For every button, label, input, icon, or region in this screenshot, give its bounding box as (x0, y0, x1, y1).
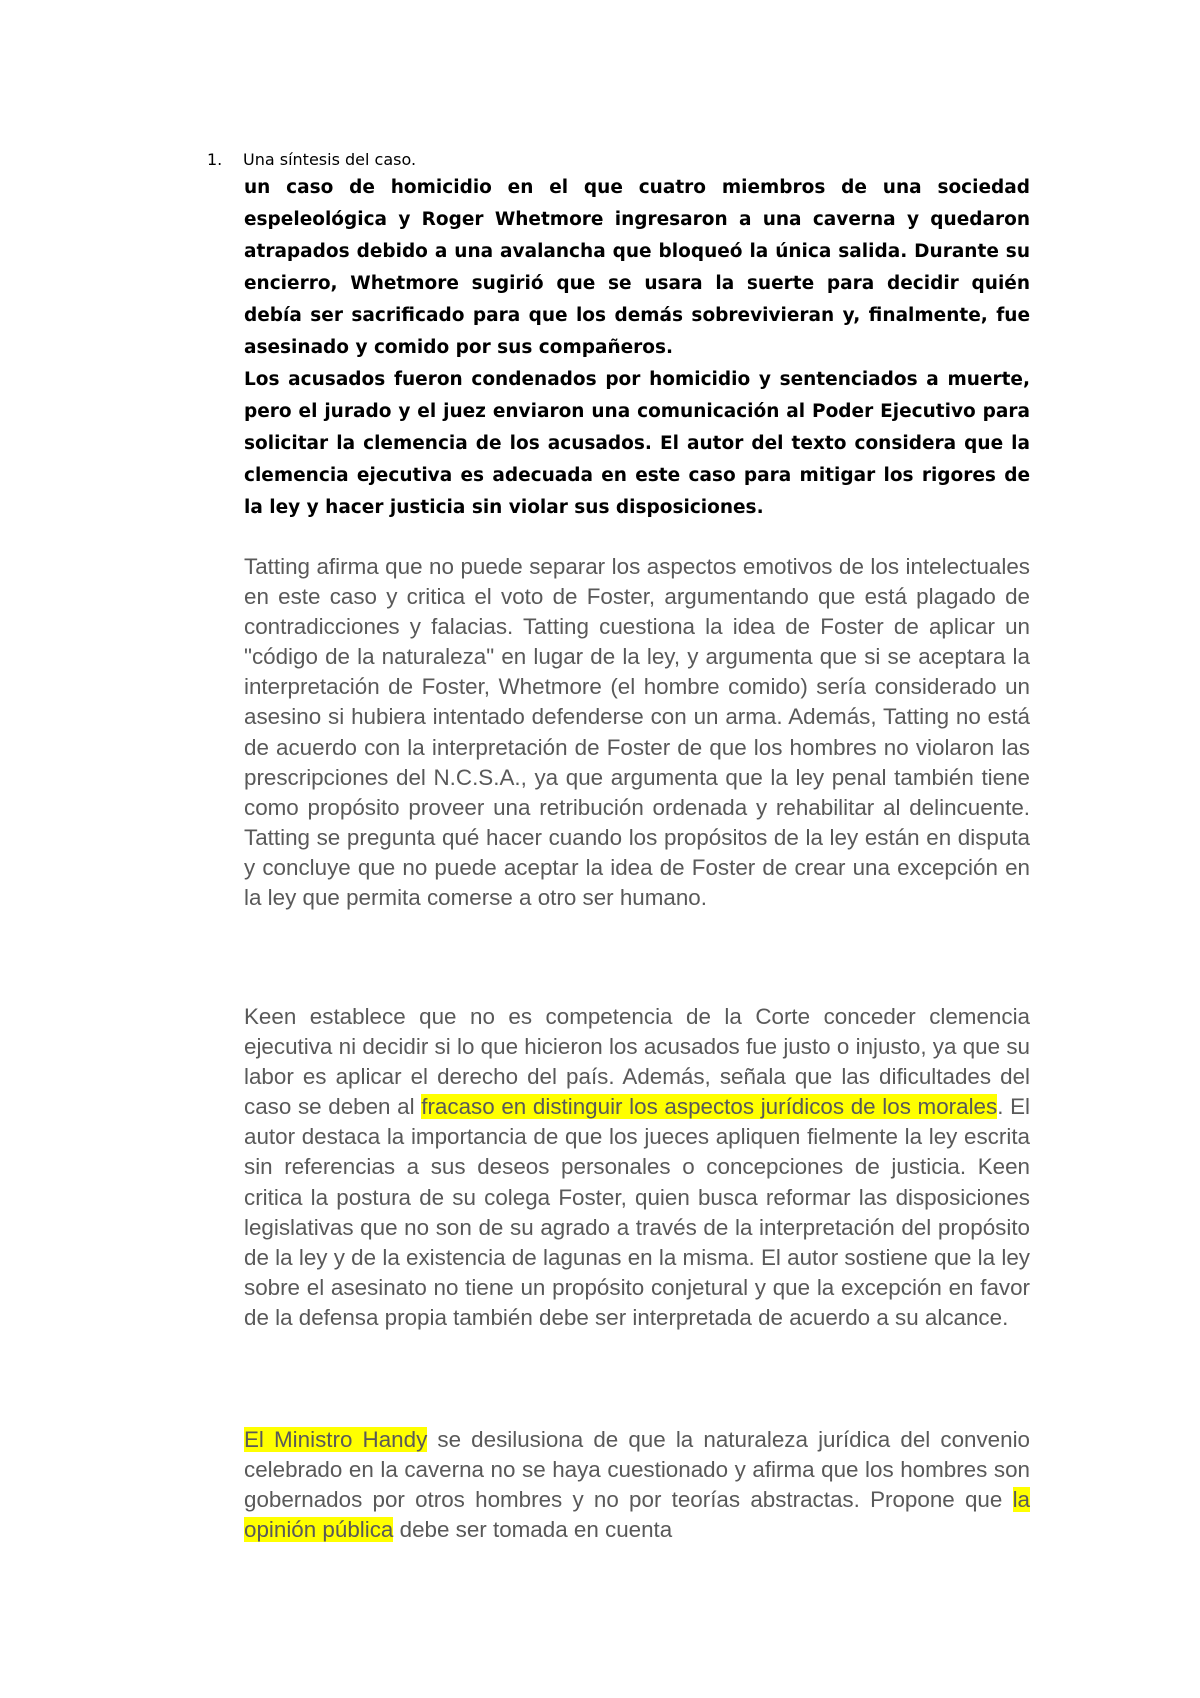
section-heading: Una síntesis del caso. (243, 150, 417, 169)
keen-paragraph (244, 1002, 1030, 1333)
keen-highlight: fracaso en distinguir los aspectos jurídicos de los morales (421, 1094, 998, 1120)
case-summary (244, 172, 1030, 524)
handy-text-middle: se desilusiona de que la naturaleza jurídica del convenio celebrado en la caverna no se haya cuestionado y afirma que los hombres son gobernados por otros hombres y no por teorías abstractas. Propone que (244, 1427, 1031, 1513)
handy-highlight-2: la opinión pública (244, 1487, 1030, 1543)
handy-text-after: debe ser tomada en cuenta (393, 1517, 673, 1543)
list-item-heading (207, 150, 1037, 169)
summary-paragraph-1: un caso de homicidio en el que cuatro miembros de una sociedad espeleológica y Roger Whetmore ingresaron a una caverna y quedaron atrapados debido a una avalancha que bloqueó la única salida. Durante su encierro, Whetmore sugirió que se usara la suerte para decidir quién debía ser sacrificado para que los demás sobrevivieran y, finalmente, fue asesinado y comido por sus compañeros. (244, 177, 1030, 358)
keen-text-after: . El autor destaca la importancia de que los jueces apliquen fielmente la ley escrita sin referencias a sus deseos personales o concepciones de justicia. Keen critica la postura de su colega Foster, quien busca reformar las disposiciones legislativas que no son de su agrado a través de la interpretación del propósito de la ley y de la existencia de lagunas en la misma. El autor sostiene que la ley sobre el asesinato no tiene un propósito conjetural y que la excepción en favor de la defensa propia también debe ser interpretada de acuerdo a su alcance. (244, 1094, 1030, 1330)
handy-highlight-1: El Ministro Handy (244, 1427, 428, 1452)
keen-text-before: Keen establece que no es competencia de la Corte conceder clemencia ejecutiva ni decidir si lo que hicieron los acusados fue justo o injusto, ya que su labor es aplicar el derecho del país. Además, señala que las dificultades del caso se deben al (244, 1004, 1030, 1120)
tatting-paragraph: Tatting afirma que no puede separar los aspectos emotivos de los intelectuales en este caso y critica el voto de Foster, argumentando que está plagado de contradicciones y falacias. Tatting cuestiona la idea de Foster de aplicar un "código de la naturaleza" en lugar de la ley, y argumenta que si se aceptara la interpretación de Foster, Whetmore (el hombre comido) sería considerado un asesino si hubiera intentado defenderse con un arma. Además, Tatting no está de acuerdo con la interpretación de Foster de que los hombres no violaron las prescripciones del N.C.S.A., ya que argumenta que la ley penal también tiene como propósito proveer una retribución ordenada y rehabilitar al delincuente. Tatting se pregunta qué hacer cuando los propósitos de la ley están en disputa y concluye que no puede aceptar la idea de Foster de crear una excepción en la ley que permita comerse a otro ser humano. (244, 554, 1030, 911)
list-number: 1. (207, 150, 223, 169)
summary-paragraph-2: Los acusados fueron condenados por homicidio y sentenciados a muerte, pero el jurado y el juez enviaron una comunicación al Poder Ejecutivo para solicitar la clemencia de los acusados. El autor del texto considera que la clemencia ejecutiva es adecuada en este caso para mitigar los rigores de la ley y hacer justicia sin violar sus disposiciones. (244, 369, 1030, 518)
handy-paragraph (244, 1425, 1030, 1545)
